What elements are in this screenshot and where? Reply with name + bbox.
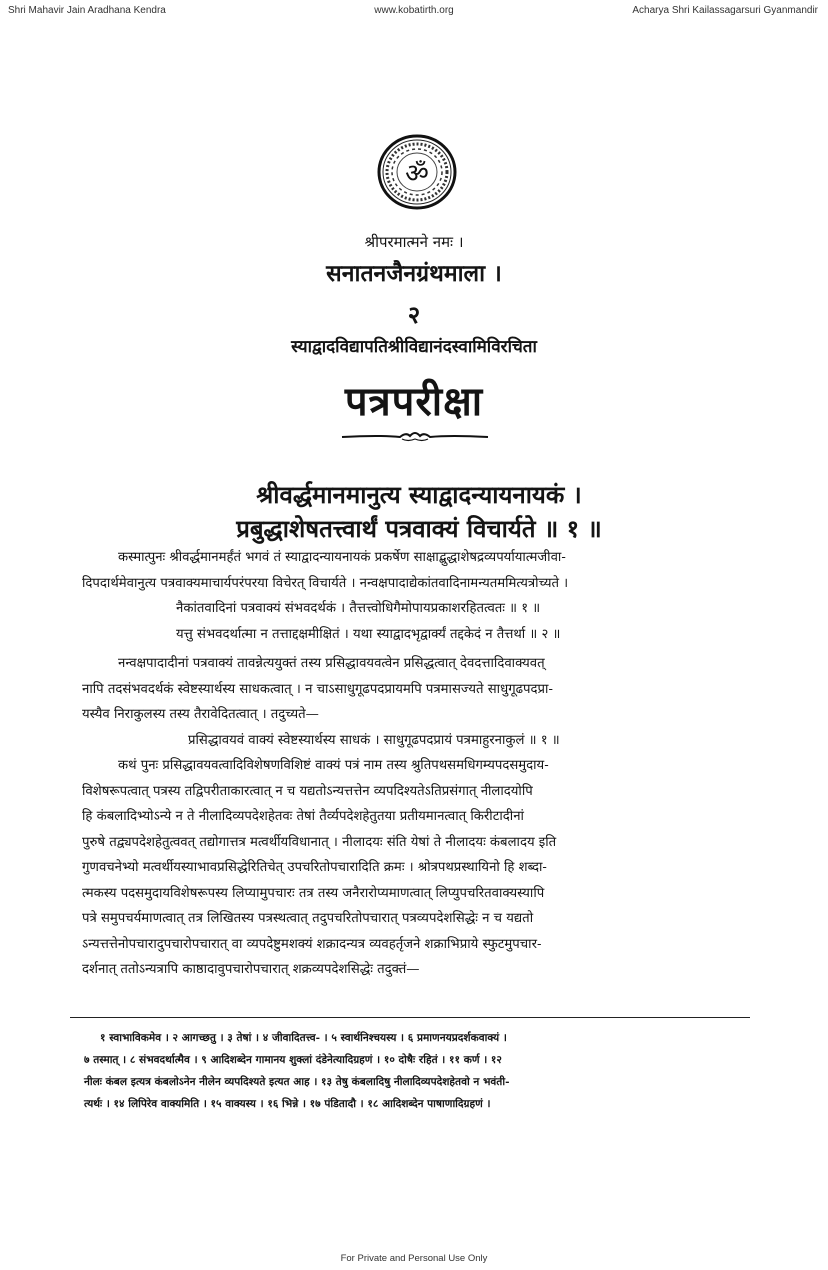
body-line: ऽन्यत्तत्तेनोपचारादुपचारोपचारात् वा व्यपदेष्टुमशक्यं शक्रादन्यत्र व्यवहर्तृजने शक्राभिप्राये स्फुटमुपचार- — [82, 936, 542, 952]
series-number: २ — [407, 300, 421, 329]
body-line: दिपदार्थमेवानुत्य पत्रवाक्यमाचार्यपरंपरया विचेरत् विचार्यते । नन्वक्षपादाद्येकांतवादिनामन्यतममित्यत्रोच्यते । — [82, 575, 569, 591]
series-title: सनातनजैनग्रंथमाला । — [326, 260, 502, 287]
footnote-divider — [70, 1017, 750, 1018]
footnotes — [84, 1027, 774, 1115]
footnote-line: त्यर्थः । १४ लिपिरेव वाक्यमिति । १५ वाक्यस्य । १६ भिन्ने । १७ पंडितादौ । १८ आदिशब्देन पाषाणादिग्रहणं । — [84, 1098, 491, 1110]
footnote-line: १ स्वाभाविकमेव । २ आगच्छतु । ३ तेषां । ४ जीवादितत्त्व- । ५ स्वार्थनिश्चयस्य । ६ प्रमाणनयप्रदर्शकवाक्यं । — [100, 1032, 507, 1044]
om-emblem-icon — [376, 133, 458, 211]
body-line: नापि तदसंभवदर्थकं स्वेष्टस्यार्थस्य साधकत्वात् । न चाऽसाधुगूढपदप्रायमपि पत्रमासज्यते साधुगूढपदप्रा- — [82, 681, 553, 697]
body-line: पत्रे समुपचर्यमाणत्वात् तत्र लिखितस्य पत्रस्थत्वात् तदुपचरितोपचारात् पत्रव्यपदेशसिद्धेः न च यद्यतो — [82, 911, 534, 926]
body-line: यस्यैव निराकुलस्य तस्य तैरावेदितत्वात् । तदुच्यते— — [82, 707, 319, 722]
body-line: कस्मात्पुनः श्रीवर्द्धमानमर्हंतं भगवं तं स्याद्वादन्यायनायकं प्रकर्षेण साक्षाद्बुद्धाशेषद्रव्यपर्यायात्मजीवा- — [118, 550, 566, 565]
body-line: दर्शनात् ततोऽन्यत्रापि काष्ठादावुपचारोपचारात् शक्रव्यपदेशसिद्धेः तदुक्तं— — [82, 962, 420, 977]
svg-text:ॐ: ॐ — [405, 159, 429, 189]
footnote-line: नीलः कंबल इत्यत्र कंबलोऽनेन नीलेन व्यपदिश्यते इत्यत आह । १३ तेषु कंबलादिषु नीलादिव्यपदेशहेतवो न भवंती- — [84, 1076, 510, 1088]
footer-notice: For Private and Personal Use Only — [340, 1253, 488, 1264]
commentary-body — [82, 545, 822, 983]
body-line: हि कंबलादिभ्योऽन्ये न ते नीलादिव्यपदेशहेतवः तेषां तैर्व्यपदेशहेतुतया प्रतीयमानत्वात् किरीटादीनां — [82, 809, 524, 824]
header-right-org: Acharya Shri Kailassagarsuri Gyanmandir — [632, 5, 818, 16]
author-line: स्याद्वादविद्यापतिश्रीविद्यानंदस्वामिविरचिता — [291, 337, 537, 357]
body-line: त्मकस्य पदसमुदायविशेषरूपस्य लिप्यामुपचारः तत्र तस्य जनैरारोप्यमाणत्वात् लिप्युपचरितवाक्यस्यापि — [82, 885, 545, 901]
body-line: नन्वक्षपादादीनां पत्रवाक्यं तावन्नेत्ययुक्तं तस्य प्रसिद्धावयवत्वेन प्रसिद्धत्वात् देवदत्तादिवाक्यवत् — [118, 656, 545, 671]
header-website: www.kobatirth.org — [374, 5, 454, 16]
verse-line: नैकांतवादिनां पत्रवाक्यं संभवदर्थकं । तैत्तत्त्वोधिगैमोपायप्रकाशरहितत्वतः ॥ १ ॥ — [176, 601, 541, 616]
verse-line: प्रसिद्धावयवं वाक्यं स्वेष्टस्यार्थस्य साधकं । साधुगूढपदप्रायं पत्रमाहुरनाकुलं ॥ १ ॥ — [188, 732, 560, 748]
body-line: कथं पुनः प्रसिद्धावयवत्वादिविशेषणविशिष्टं वाक्यं पत्रं नाम तस्य श्रुतिपथसमधिगम्यपदसमुदाय- — [118, 758, 549, 773]
opening-verse-line-1: श्रीवर्द्धमानमानुत्य स्याद्वादन्यायनायकं । — [256, 480, 582, 509]
book-title: पत्रपरीक्षा — [344, 378, 484, 425]
footnote-line: ७ तस्मात् । ८ संभवदर्थात्मैव । ९ आदिशब्देन गामानय शुक्लां दंडेनेत्यादिग्रहणं । १० दोषैः रहितं । ११ कर्ण । १२ — [84, 1054, 502, 1066]
header-left-org: Shri Mahavir Jain Aradhana Kendra — [8, 5, 166, 16]
body-line: पुरुषे तद्व्यपदेशहेतुत्ववत् तद्योगात्तत्र मत्वर्थीयविधानात् । नीलादयः संति येषां ते नीलादयः कंबलादय इति — [82, 834, 557, 850]
body-line: गुणवचनेभ्यो मत्वर्थीयस्याभावप्रसिद्धेरितिचेत् उपचरितोपचारादिति क्रमः । श्रोत्रपथप्रस्थायिनो हि शब्दा- — [82, 860, 547, 875]
invocation: श्रीपरमात्मने नमः । — [364, 233, 464, 251]
body-line: विशेषरूपत्वात् पत्रस्य तद्विपरीताकारत्वात् न च यद्यतोऽन्यत्तत्तेन व्यपदिश्यतेऽतिप्रसंगात् नीलादयोपि — [82, 783, 533, 799]
verse-line: यत्तु संभवदर्थात्मा न तत्ताद्दक्षमीक्षितं । यथा स्याद्वादभृद्वार्क्यं तद्दकेदं न तैत्तर्था ॥ २ ॥ — [176, 626, 561, 642]
decorative-divider-icon — [340, 428, 490, 444]
opening-verse-line-2: प्रबुद्धाशेषतत्त्वार्थं पत्रवाक्यं विचार्यते ॥ १ ॥ — [236, 514, 602, 543]
